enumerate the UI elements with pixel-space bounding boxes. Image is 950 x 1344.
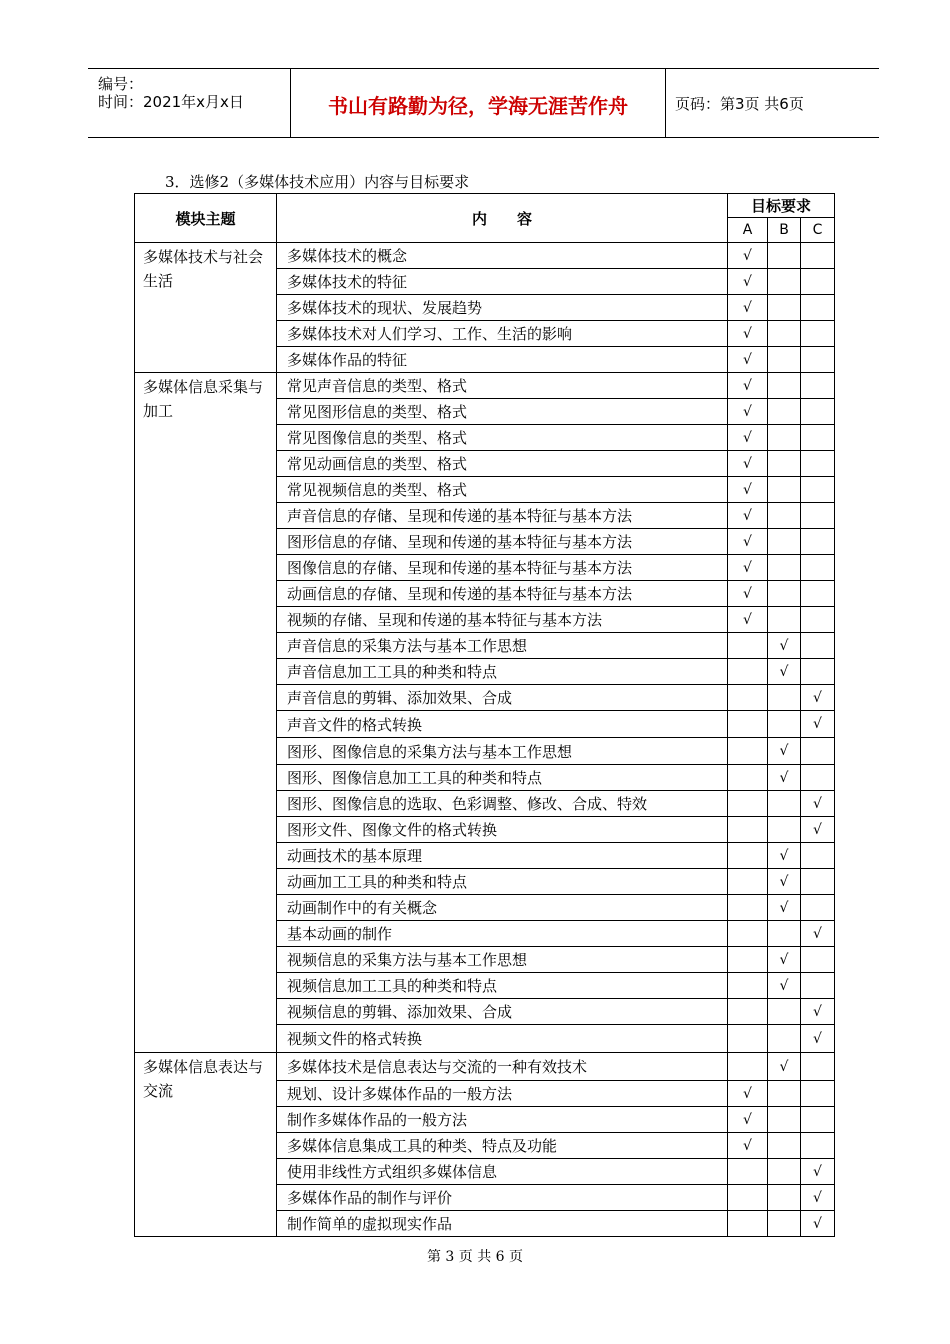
level-c-cell bbox=[801, 947, 835, 973]
module-cell: 多媒体信息表达与交流 bbox=[135, 1053, 277, 1237]
level-b-cell bbox=[768, 581, 801, 607]
check-mark: √ bbox=[813, 716, 822, 732]
content-cell: 图形、图像信息的选取、色彩调整、修改、合成、特效 bbox=[277, 791, 728, 817]
level-c-cell bbox=[801, 999, 835, 1025]
section-title: 3．选修2（多媒体技术应用）内容与目标要求 bbox=[165, 173, 470, 191]
level-b-cell bbox=[768, 373, 801, 399]
level-c-cell bbox=[801, 895, 835, 921]
level-c-cell bbox=[801, 529, 835, 555]
level-a-cell bbox=[728, 659, 768, 685]
level-a-cell bbox=[728, 477, 768, 503]
number-label: 编号： bbox=[98, 75, 144, 93]
content-cell: 图形文件、图像文件的格式转换 bbox=[277, 817, 728, 843]
check-mark: √ bbox=[743, 1085, 752, 1102]
content-cell: 基本动画的制作 bbox=[277, 921, 728, 947]
level-b-cell bbox=[768, 1107, 801, 1133]
content-cell: 多媒体技术的现状、发展趋势 bbox=[277, 295, 728, 321]
content-cell: 规划、设计多媒体作品的一般方法 bbox=[277, 1081, 728, 1107]
level-b-cell bbox=[768, 1025, 801, 1053]
check-mark: √ bbox=[813, 1189, 822, 1206]
content-cell: 常见动画信息的类型、格式 bbox=[277, 451, 728, 477]
content-cell: 声音文件的格式转换 bbox=[277, 711, 728, 738]
content-cell: 图形、图像信息的采集方法与基本工作思想 bbox=[277, 738, 728, 765]
level-a-cell bbox=[728, 843, 768, 869]
page-label: 页码：第3页 共6页 bbox=[675, 95, 804, 113]
check-mark: √ bbox=[743, 585, 752, 602]
level-b-cell bbox=[768, 1081, 801, 1107]
content-cell: 常见图形信息的类型、格式 bbox=[277, 399, 728, 425]
table-body bbox=[135, 243, 835, 1237]
check-mark: √ bbox=[743, 351, 752, 368]
check-mark: √ bbox=[743, 533, 752, 550]
check-mark: √ bbox=[743, 455, 752, 472]
level-a-cell bbox=[728, 738, 768, 765]
level-a-cell bbox=[728, 373, 768, 399]
check-mark: √ bbox=[743, 1111, 752, 1128]
check-mark: √ bbox=[813, 1215, 822, 1232]
check-mark: √ bbox=[743, 325, 752, 342]
target-table bbox=[134, 193, 835, 1237]
check-mark: √ bbox=[743, 559, 752, 576]
level-c-cell bbox=[801, 1133, 835, 1159]
header-meta bbox=[88, 69, 290, 137]
check-mark: √ bbox=[743, 429, 752, 446]
level-c-cell bbox=[801, 1185, 835, 1211]
level-b-cell bbox=[768, 921, 801, 947]
content-cell: 制作简单的虚拟现实作品 bbox=[277, 1211, 728, 1237]
level-c-cell bbox=[801, 869, 835, 895]
level-a-cell bbox=[728, 1053, 768, 1081]
level-a-cell bbox=[728, 1133, 768, 1159]
header-module: 模块主题 bbox=[135, 194, 277, 243]
content-cell: 使用非线性方式组织多媒体信息 bbox=[277, 1159, 728, 1185]
check-mark: √ bbox=[813, 689, 822, 706]
content-cell: 视频信息的采集方法与基本工作思想 bbox=[277, 947, 728, 973]
level-c-cell bbox=[801, 817, 835, 843]
level-b-cell bbox=[768, 765, 801, 791]
content-cell: 声音信息加工工具的种类和特点 bbox=[277, 659, 728, 685]
level-b-cell bbox=[768, 607, 801, 633]
level-a-cell bbox=[728, 607, 768, 633]
check-mark: √ bbox=[779, 663, 789, 680]
check-mark: √ bbox=[813, 821, 822, 838]
content-cell: 视频的存储、呈现和传递的基本特征与基本方法 bbox=[277, 607, 728, 633]
level-b-cell bbox=[768, 1053, 801, 1081]
header-level-a: A bbox=[728, 218, 768, 243]
level-c-cell bbox=[801, 1081, 835, 1107]
level-c-cell bbox=[801, 399, 835, 425]
content-cell: 图像信息的存储、呈现和传递的基本特征与基本方法 bbox=[277, 555, 728, 581]
check-mark: √ bbox=[779, 873, 789, 890]
check-mark: √ bbox=[743, 507, 752, 524]
level-c-cell bbox=[801, 295, 835, 321]
content-cell: 多媒体作品的特征 bbox=[277, 347, 728, 373]
level-b-cell bbox=[768, 295, 801, 321]
content-cell: 声音信息的采集方法与基本工作思想 bbox=[277, 633, 728, 659]
table-row bbox=[135, 373, 835, 399]
level-b-cell bbox=[768, 399, 801, 425]
level-a-cell bbox=[728, 791, 768, 817]
level-a-cell bbox=[728, 425, 768, 451]
level-a-cell bbox=[728, 1185, 768, 1211]
check-mark: √ bbox=[813, 795, 822, 812]
level-a-cell bbox=[728, 921, 768, 947]
level-c-cell bbox=[801, 973, 835, 999]
level-b-cell bbox=[768, 1211, 801, 1237]
level-c-cell bbox=[801, 347, 835, 373]
level-b-cell bbox=[768, 1159, 801, 1185]
level-b-cell bbox=[768, 1133, 801, 1159]
content-cell: 常见视频信息的类型、格式 bbox=[277, 477, 728, 503]
level-c-cell bbox=[801, 269, 835, 295]
check-mark: √ bbox=[779, 977, 789, 994]
content-cell: 多媒体技术的概念 bbox=[277, 243, 728, 269]
level-a-cell bbox=[728, 947, 768, 973]
table-row bbox=[135, 1053, 835, 1081]
level-a-cell bbox=[728, 711, 768, 738]
level-b-cell bbox=[768, 269, 801, 295]
check-mark: √ bbox=[813, 1163, 822, 1180]
level-c-cell bbox=[801, 1107, 835, 1133]
check-mark: √ bbox=[779, 951, 789, 968]
level-a-cell bbox=[728, 685, 768, 711]
level-b-cell bbox=[768, 633, 801, 659]
content-cell: 视频信息加工工具的种类和特点 bbox=[277, 973, 728, 999]
check-mark: √ bbox=[743, 403, 752, 420]
level-a-cell bbox=[728, 243, 768, 269]
module-cell: 多媒体技术与社会生活 bbox=[135, 243, 277, 373]
level-b-cell bbox=[768, 973, 801, 999]
level-c-cell bbox=[801, 1053, 835, 1081]
content-cell: 常见声音信息的类型、格式 bbox=[277, 373, 728, 399]
level-b-cell bbox=[768, 425, 801, 451]
check-mark: √ bbox=[779, 769, 789, 786]
level-a-cell bbox=[728, 451, 768, 477]
content-cell: 多媒体技术对人们学习、工作、生活的影响 bbox=[277, 321, 728, 347]
level-c-cell bbox=[801, 243, 835, 269]
level-b-cell bbox=[768, 451, 801, 477]
level-b-cell bbox=[768, 791, 801, 817]
time-label: 时间：2021年x月x日 bbox=[98, 93, 244, 111]
level-c-cell bbox=[801, 321, 835, 347]
level-a-cell bbox=[728, 1025, 768, 1053]
content-cell: 动画技术的基本原理 bbox=[277, 843, 728, 869]
table-row bbox=[135, 243, 835, 269]
level-a-cell bbox=[728, 973, 768, 999]
level-a-cell bbox=[728, 581, 768, 607]
level-a-cell bbox=[728, 633, 768, 659]
content-cell: 多媒体作品的制作与评价 bbox=[277, 1185, 728, 1211]
level-c-cell bbox=[801, 685, 835, 711]
level-b-cell bbox=[768, 347, 801, 373]
check-mark: √ bbox=[743, 273, 752, 290]
page-footer: 第 3 页 共 6 页 bbox=[426, 1249, 524, 1265]
level-c-cell bbox=[801, 1211, 835, 1237]
level-c-cell bbox=[801, 765, 835, 791]
content-cell: 图形、图像信息加工工具的种类和特点 bbox=[277, 765, 728, 791]
header-level-c: C bbox=[801, 218, 835, 243]
level-a-cell bbox=[728, 555, 768, 581]
check-mark: √ bbox=[743, 247, 752, 264]
content-cell: 图形信息的存储、呈现和传递的基本特征与基本方法 bbox=[277, 529, 728, 555]
check-mark: √ bbox=[779, 899, 789, 916]
header-page-cell bbox=[665, 69, 879, 137]
level-b-cell bbox=[768, 817, 801, 843]
content-cell: 多媒体信息集成工具的种类、特点及功能 bbox=[277, 1133, 728, 1159]
level-a-cell bbox=[728, 321, 768, 347]
level-b-cell bbox=[768, 869, 801, 895]
level-c-cell bbox=[801, 581, 835, 607]
level-b-cell bbox=[768, 529, 801, 555]
check-mark: √ bbox=[743, 1137, 752, 1154]
level-c-cell bbox=[801, 1159, 835, 1185]
check-mark: √ bbox=[813, 1003, 822, 1020]
level-c-cell bbox=[801, 1025, 835, 1053]
level-a-cell bbox=[728, 869, 768, 895]
content-cell: 声音信息的剪辑、添加效果、合成 bbox=[277, 685, 728, 711]
level-a-cell bbox=[728, 295, 768, 321]
check-mark: √ bbox=[743, 481, 752, 498]
level-b-cell bbox=[768, 243, 801, 269]
level-c-cell bbox=[801, 451, 835, 477]
level-c-cell bbox=[801, 555, 835, 581]
level-a-cell bbox=[728, 503, 768, 529]
level-a-cell bbox=[728, 817, 768, 843]
check-mark: √ bbox=[743, 611, 752, 628]
level-a-cell bbox=[728, 1211, 768, 1237]
level-c-cell bbox=[801, 425, 835, 451]
level-c-cell bbox=[801, 373, 835, 399]
module-cell: 多媒体信息采集与加工 bbox=[135, 373, 277, 1053]
level-a-cell bbox=[728, 399, 768, 425]
level-b-cell bbox=[768, 503, 801, 529]
level-b-cell bbox=[768, 321, 801, 347]
level-c-cell bbox=[801, 921, 835, 947]
header-target: 目标要求 bbox=[728, 194, 835, 218]
level-a-cell bbox=[728, 1081, 768, 1107]
content-cell: 视频文件的格式转换 bbox=[277, 1025, 728, 1053]
level-c-cell bbox=[801, 503, 835, 529]
level-b-cell bbox=[768, 947, 801, 973]
content-cell: 动画信息的存储、呈现和传递的基本特征与基本方法 bbox=[277, 581, 728, 607]
level-a-cell bbox=[728, 347, 768, 373]
level-c-cell bbox=[801, 791, 835, 817]
header-content: 内 容 bbox=[277, 194, 728, 243]
header-motto-cell bbox=[290, 69, 666, 137]
level-b-cell bbox=[768, 895, 801, 921]
check-mark: √ bbox=[743, 377, 752, 394]
content-cell: 动画加工工具的种类和特点 bbox=[277, 869, 728, 895]
level-b-cell bbox=[768, 843, 801, 869]
level-b-cell bbox=[768, 477, 801, 503]
level-a-cell bbox=[728, 765, 768, 791]
content-cell: 制作多媒体作品的一般方法 bbox=[277, 1107, 728, 1133]
content-cell: 声音信息的存储、呈现和传递的基本特征与基本方法 bbox=[277, 503, 728, 529]
level-c-cell bbox=[801, 607, 835, 633]
level-c-cell bbox=[801, 711, 835, 738]
check-mark: √ bbox=[779, 847, 789, 864]
content-cell: 视频信息的剪辑、添加效果、合成 bbox=[277, 999, 728, 1025]
level-c-cell bbox=[801, 633, 835, 659]
level-c-cell bbox=[801, 843, 835, 869]
level-b-cell bbox=[768, 685, 801, 711]
level-c-cell bbox=[801, 738, 835, 765]
level-a-cell bbox=[728, 1159, 768, 1185]
check-mark: √ bbox=[779, 743, 789, 759]
level-b-cell bbox=[768, 555, 801, 581]
level-c-cell bbox=[801, 659, 835, 685]
level-b-cell bbox=[768, 999, 801, 1025]
level-b-cell bbox=[768, 659, 801, 685]
page-header bbox=[88, 68, 879, 138]
level-b-cell bbox=[768, 711, 801, 738]
motto: 书山有路勤为径，学海无涯苦作舟 bbox=[328, 94, 628, 118]
check-mark: √ bbox=[813, 1030, 822, 1047]
level-a-cell bbox=[728, 269, 768, 295]
content-cell: 多媒体技术的特征 bbox=[277, 269, 728, 295]
level-b-cell bbox=[768, 1185, 801, 1211]
check-mark: √ bbox=[813, 925, 822, 942]
level-a-cell bbox=[728, 529, 768, 555]
header-level-b: B bbox=[768, 218, 801, 243]
level-a-cell bbox=[728, 999, 768, 1025]
check-mark: √ bbox=[743, 299, 752, 316]
level-b-cell bbox=[768, 738, 801, 765]
check-mark: √ bbox=[779, 637, 789, 654]
check-mark: √ bbox=[779, 1058, 789, 1075]
level-a-cell bbox=[728, 895, 768, 921]
content-cell: 动画制作中的有关概念 bbox=[277, 895, 728, 921]
level-a-cell bbox=[728, 1107, 768, 1133]
level-c-cell bbox=[801, 477, 835, 503]
content-cell: 多媒体技术是信息表达与交流的一种有效技术 bbox=[277, 1053, 728, 1081]
content-cell: 常见图像信息的类型、格式 bbox=[277, 425, 728, 451]
